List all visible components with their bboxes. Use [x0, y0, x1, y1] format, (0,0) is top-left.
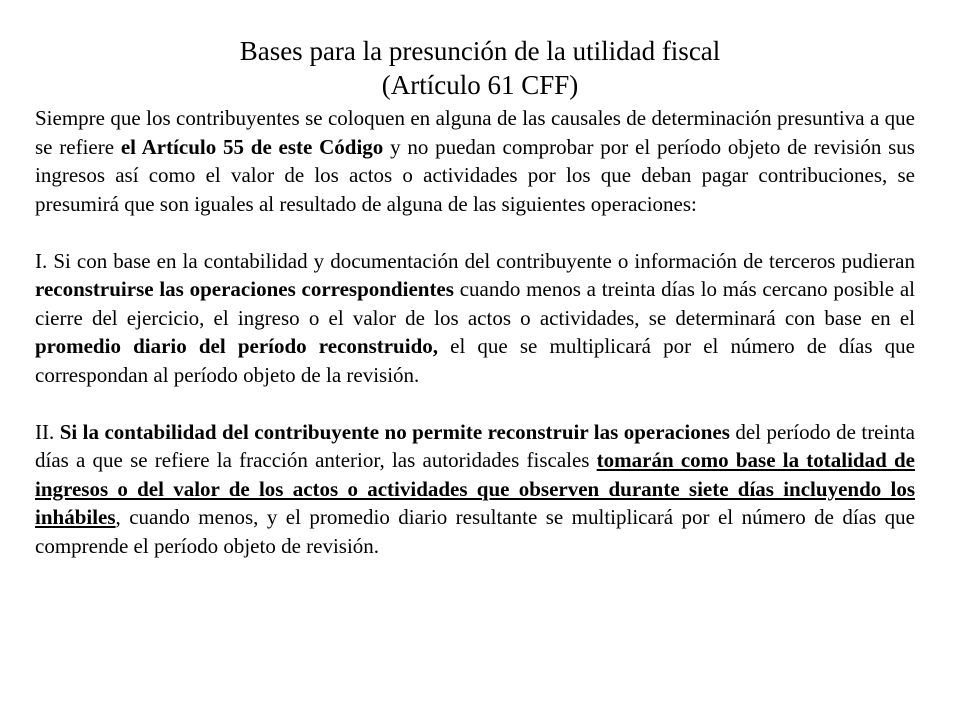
- intro-paragraph: [35, 104, 915, 218]
- section-2-text-1: II.: [35, 419, 60, 444]
- title-line-2: (Artículo 61 CFF): [381, 70, 579, 100]
- intro-text-1: Siempre que los contribuyentes se coloquen en alguna de las causales de determinación presuntiva a que se refiere: [35, 106, 915, 159]
- slide-title: [0, 34, 960, 102]
- section-1-bold-2: promedio diario del período reconstruido,: [35, 334, 438, 358]
- section-1-paragraph: [35, 247, 915, 390]
- section-2-text-3: , cuando menos, y el promedio diario resultante se multiplicará por el número de días que comprende el período objeto de revisión.: [35, 505, 915, 558]
- section-1-text-3: el que se multiplicará por el número de días que correspondan al período objeto de la revisión.: [35, 334, 915, 387]
- section-2-text-2: del período de treinta días a que se refiere la fracción anterior, las autoridades fiscales: [35, 419, 915, 472]
- intro-text-2: y no puedan comprobar por el período objeto de revisión sus ingresos así como el valor de los actos o actividades por los que deban pagar contribuciones, se presumirá que son iguales al resultado de alguna de las siguientes operaciones:: [35, 134, 915, 216]
- title-line-1: Bases para la presunción de la utilidad fiscal: [239, 36, 721, 66]
- section-1-text-1: I. Si con base en la contabilidad y documentación del contribuyente o información de terceros pudieran: [35, 248, 915, 273]
- section-2-underlined-text: tomarán como base la totalidad de ingresos o del valor de los actos o actividades que observen durante siete días incluyendo los inhábiles: [35, 448, 915, 529]
- section-2-bold-1: Si la contabilidad del contribuyente no permite reconstruir las operaciones: [59, 419, 730, 444]
- intro-bold-article-ref: el Artículo 55 de este Código: [120, 134, 384, 159]
- section-1-bold-1: reconstruirse las operaciones correspondientes: [35, 277, 454, 301]
- section-1-text-2: cuando menos a treinta días lo más cercano posible al cierre del ejercicio, el ingreso o el valor de los actos o actividades, se determinará con base en el: [35, 277, 915, 330]
- slide-body: [35, 104, 915, 560]
- section-2-paragraph: [35, 418, 915, 561]
